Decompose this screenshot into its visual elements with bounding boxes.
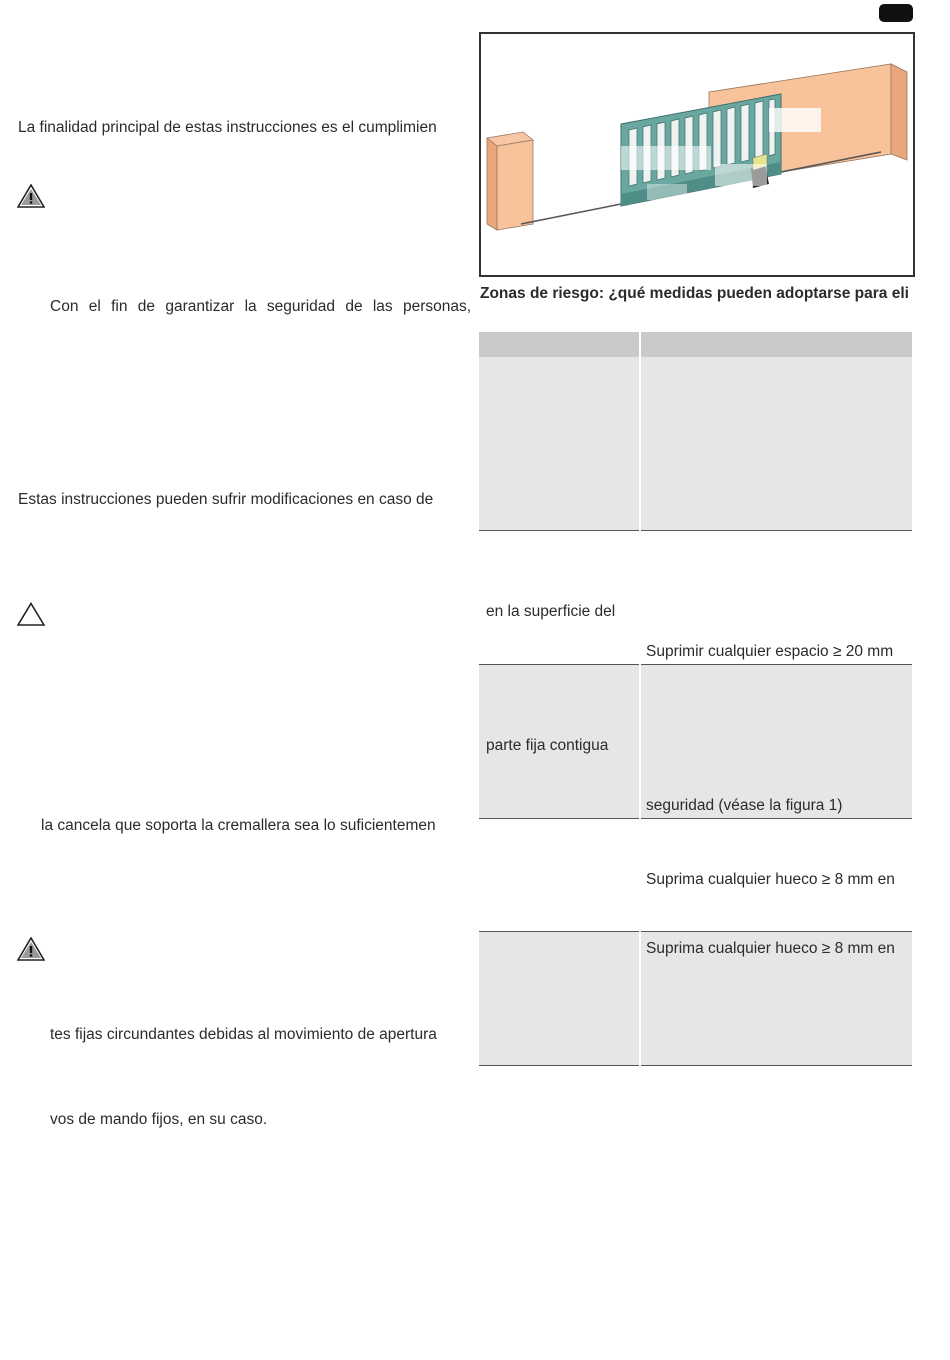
warning-triangle-icon bbox=[17, 937, 45, 961]
row5-measure-cell: Suprima cualquier hueco ≥ 8 mm en bbox=[646, 940, 895, 957]
row3-hazard-cell: parte fija contigua bbox=[486, 737, 609, 754]
row2-hazard-cell: en la superficie del bbox=[486, 603, 616, 620]
safety-paragraph: Con el fin de garantizar la seguridad de las personas, bbox=[50, 298, 472, 315]
row-divider bbox=[479, 1065, 912, 1066]
caution-triangle-icon bbox=[17, 602, 45, 626]
modifications-paragraph: Estas instrucciones pueden sufrir modificaciones en caso de bbox=[18, 491, 434, 508]
language-badge bbox=[879, 4, 913, 22]
intro-paragraph: La finalidad principal de estas instrucciones es el cumplimien bbox=[18, 119, 437, 136]
controls-paragraph: vos de mando fijos, en su caso. bbox=[50, 1111, 268, 1128]
row2-measure-cell: Suprimir cualquier espacio ≥ 20 mm bbox=[646, 643, 894, 660]
row-divider bbox=[479, 530, 912, 531]
table-header bbox=[479, 332, 912, 357]
fixed-parts-paragraph: tes fijas circundantes debidas al movimiento de apertura bbox=[50, 1026, 437, 1043]
row3-measure-cell: seguridad (véase la figura 1) bbox=[646, 797, 843, 814]
warning-triangle-icon bbox=[17, 184, 45, 208]
column-divider bbox=[639, 332, 641, 1066]
rack-paragraph: la cancela que soporta la cremallera sea lo suficientemen bbox=[41, 817, 436, 834]
gate-illustration bbox=[479, 32, 915, 277]
figure-caption: Zonas de riesgo: ¿qué medidas pueden adoptarse para eli bbox=[480, 285, 909, 302]
row-divider bbox=[479, 818, 912, 819]
row4-measure-cell: Suprima cualquier hueco ≥ 8 mm en bbox=[646, 871, 895, 888]
table-row bbox=[479, 357, 912, 530]
